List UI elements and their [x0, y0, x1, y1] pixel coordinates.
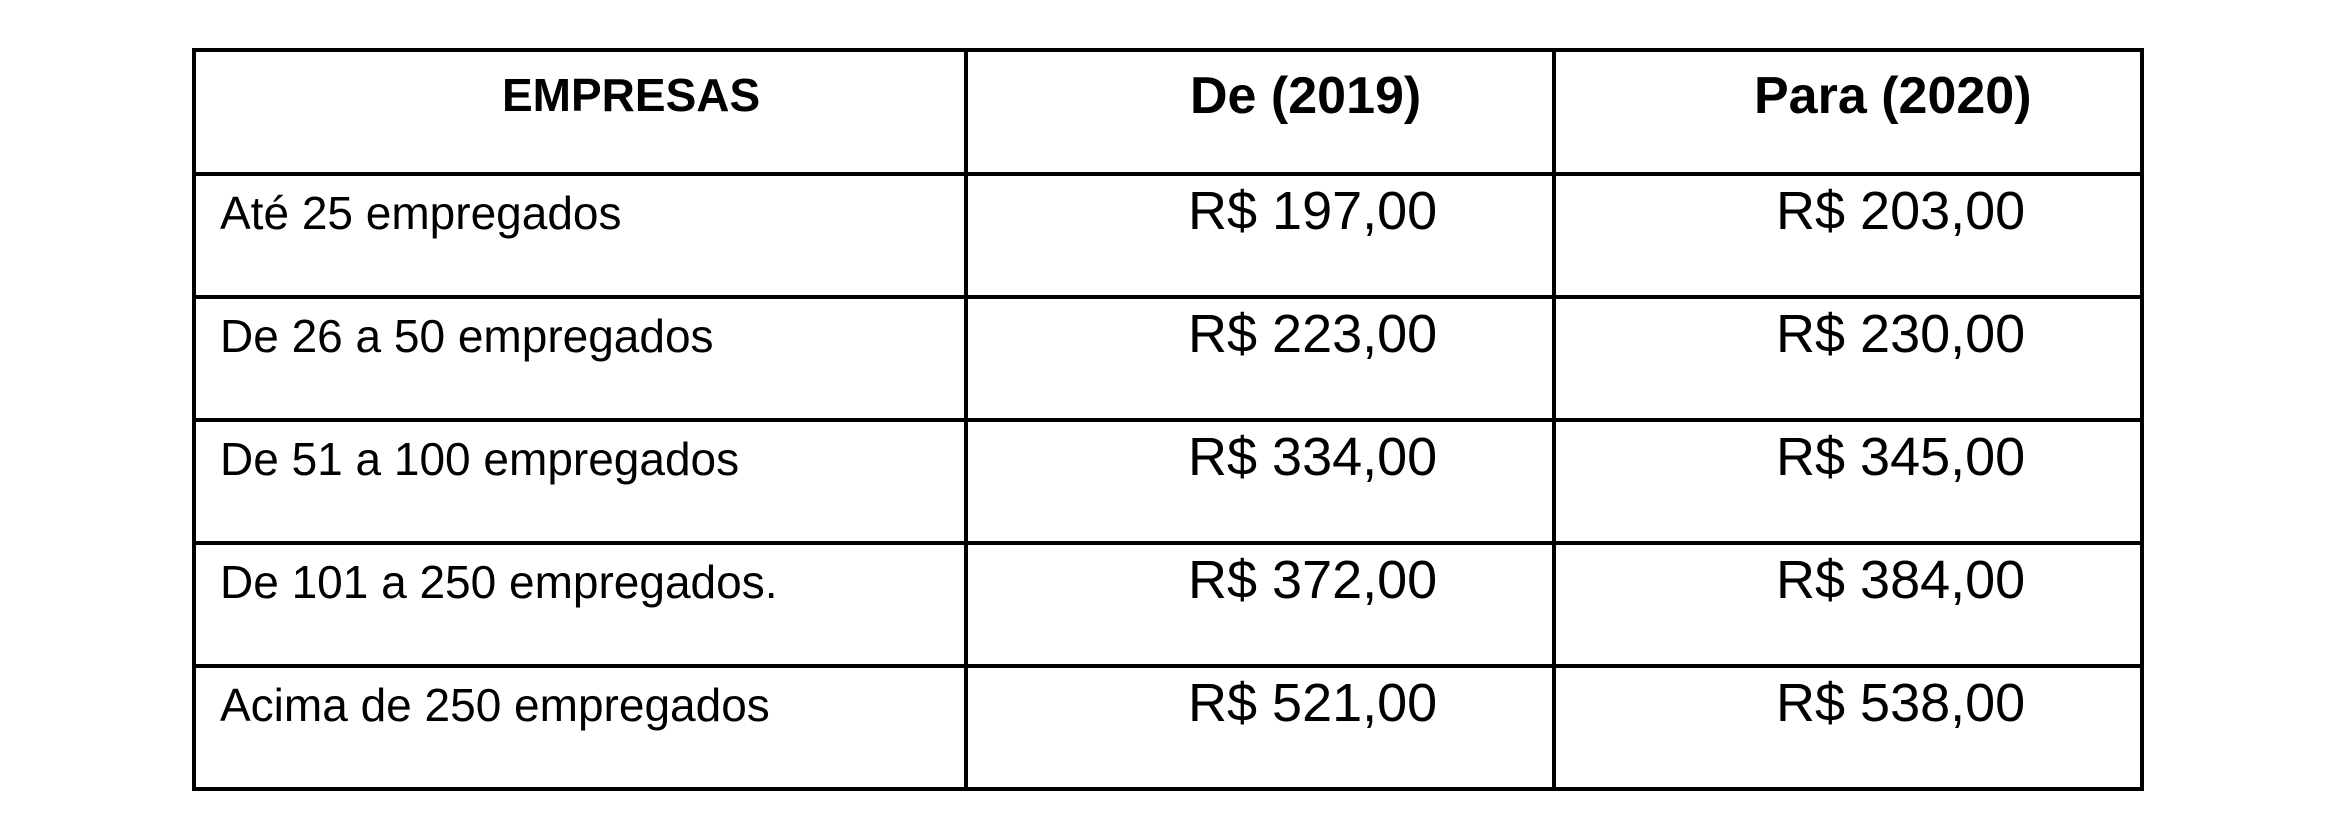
row-label: Acima de 250 empregados — [194, 666, 966, 789]
value-2019: R$ 334,00 — [966, 420, 1554, 543]
row-label: De 101 a 250 empregados. — [194, 543, 966, 666]
header-row — [194, 50, 2142, 174]
value-2020: R$ 203,00 — [1554, 174, 2142, 297]
header-empresas: EMPRESAS — [194, 50, 966, 174]
value-2019: R$ 372,00 — [966, 543, 1554, 666]
contribution-table — [192, 48, 2144, 791]
value-2020: R$ 384,00 — [1554, 543, 2142, 666]
row-label: De 51 a 100 empregados — [194, 420, 966, 543]
row-label: De 26 a 50 empregados — [194, 297, 966, 420]
value-2020: R$ 345,00 — [1554, 420, 2142, 543]
header-de-2019: De (2019) — [966, 50, 1554, 174]
value-2019: R$ 521,00 — [966, 666, 1554, 789]
value-2020: R$ 538,00 — [1554, 666, 2142, 789]
value-2020: R$ 230,00 — [1554, 297, 2142, 420]
table-row — [194, 666, 2142, 789]
table-row — [194, 174, 2142, 297]
value-2019: R$ 223,00 — [966, 297, 1554, 420]
row-label: Até 25 empregados — [194, 174, 966, 297]
table-row — [194, 543, 2142, 666]
table-row — [194, 420, 2142, 543]
table-row — [194, 297, 2142, 420]
value-2019: R$ 197,00 — [966, 174, 1554, 297]
header-para-2020: Para (2020) — [1554, 50, 2142, 174]
